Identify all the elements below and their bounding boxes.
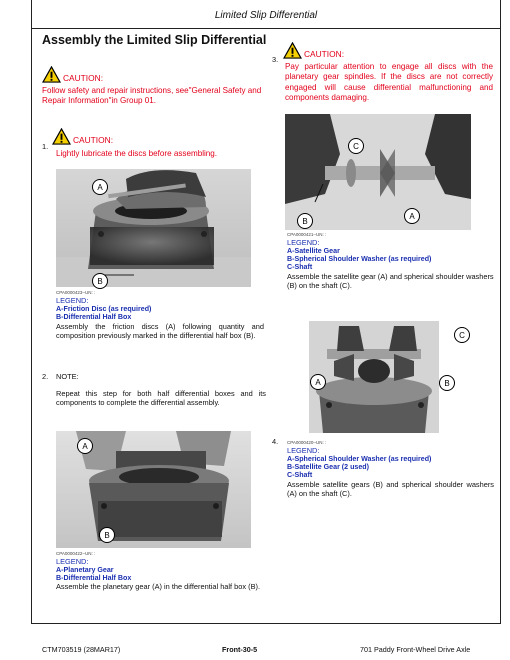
callout-letter: C	[459, 331, 465, 340]
warning-triangle-icon	[42, 66, 61, 83]
step1-caution-heading	[52, 128, 113, 145]
legend-item: C-Shaft	[287, 471, 313, 479]
callout-letter: B	[302, 217, 308, 226]
legend-title: LEGEND:	[56, 557, 89, 566]
legend-item: A-Friction Disc (as required)	[56, 305, 152, 313]
callout-b	[98, 526, 116, 544]
legend-item: B-Differential Half Box	[56, 574, 132, 582]
callout-letter: B	[444, 379, 450, 388]
step1-caution-text: Lightly lubricate the discs before assembling.	[56, 149, 218, 158]
image-id: CPA0000420–UN: :	[287, 440, 327, 445]
legend-title: LEGEND:	[287, 238, 320, 247]
callout-letter: B	[97, 277, 103, 286]
running-header: Limited Slip Differential	[214, 10, 318, 21]
callout-a	[309, 373, 327, 391]
step4-text: Assemble satellite gears (B) and spherical shoulder washers (A) on the shaft (C).	[287, 480, 494, 499]
callout-letter: A	[82, 442, 88, 451]
legend-title: LEGEND:	[56, 296, 89, 305]
note-label: NOTE:	[56, 372, 79, 381]
image-id: CPA0000423–UN: :	[56, 290, 96, 295]
page-border-right	[500, 0, 501, 624]
image-id: CPA0000421–UN: :	[287, 232, 327, 237]
footer-page-number: Front-30-5	[222, 645, 258, 654]
header-rule	[31, 28, 501, 29]
footer-rule	[31, 623, 501, 624]
step-number: 2.	[42, 372, 49, 381]
callout-a	[91, 178, 109, 196]
note-text: Repeat this step for both half differential boxes and its components to complete the differential assembly.	[56, 389, 266, 408]
footer-doc-id: CTM703519 (28MAR17)	[42, 645, 121, 654]
top-caution-heading	[42, 66, 103, 83]
callout-b	[438, 374, 456, 392]
step3-caution-text: Pay particular attention to engage all discs with the planetary gear spindles. If the discs are not correctly engaged will cause differential malfunctioning and components damaging.	[285, 62, 493, 103]
caution-label: CAUTION:	[304, 49, 345, 59]
legend-item: B-Differential Half Box	[56, 313, 132, 321]
step3-caution-heading	[283, 42, 344, 59]
callout-b	[91, 272, 109, 290]
callout-letter: C	[353, 142, 359, 151]
step2-text: Assemble the planetary gear (A) in the differential half box (B).	[56, 582, 261, 591]
legend-item: A-Spherical Shoulder Washer (as required)	[287, 455, 432, 463]
step4-photo	[309, 321, 439, 433]
step1-photo	[56, 169, 251, 287]
legend-item: B-Spherical Shoulder Washer (as required)	[287, 255, 432, 263]
callout-a	[403, 207, 421, 225]
caution-label: CAUTION:	[63, 73, 104, 83]
warning-triangle-icon	[52, 128, 71, 145]
legend-item: C-Shaft	[287, 263, 313, 271]
legend-item: A-Planetary Gear	[56, 566, 114, 574]
step-number: 3.	[272, 55, 279, 64]
legend-title: LEGEND:	[287, 446, 320, 455]
step-number: 1.	[42, 142, 49, 151]
step3-text: Assemble the satellite gear (A) and spherical shoulder washers (B) on the shaft (C).	[287, 272, 494, 291]
warning-triangle-icon	[283, 42, 302, 59]
callout-letter: A	[315, 378, 321, 387]
step-number: 4.	[272, 437, 279, 446]
page-border-left	[31, 0, 32, 624]
callout-b	[296, 212, 314, 230]
section-title: Assembly the Limited Slip Differential	[42, 33, 267, 47]
callout-letter: B	[104, 531, 110, 540]
top-caution-text: Follow safety and repair instructions, see"General Safety and Repair Information"in Group 01.	[42, 86, 262, 106]
step1-text: Assembly the friction discs (A) following quantity and composition previously marked in the differential half box (B).	[56, 322, 264, 341]
callout-c	[453, 326, 471, 344]
callout-a	[76, 437, 94, 455]
footer-manual-title: 701 Paddy Front-Wheel Drive Axle	[360, 645, 471, 654]
legend-item: B-Satellite Gear (2 used)	[287, 463, 369, 471]
image-id: CPA0000422–UN: :	[56, 551, 96, 556]
callout-c	[347, 137, 365, 155]
callout-letter: A	[409, 212, 415, 221]
callout-letter: A	[97, 183, 103, 192]
caution-label: CAUTION:	[73, 135, 114, 145]
legend-item: A-Satellite Gear	[287, 247, 340, 255]
